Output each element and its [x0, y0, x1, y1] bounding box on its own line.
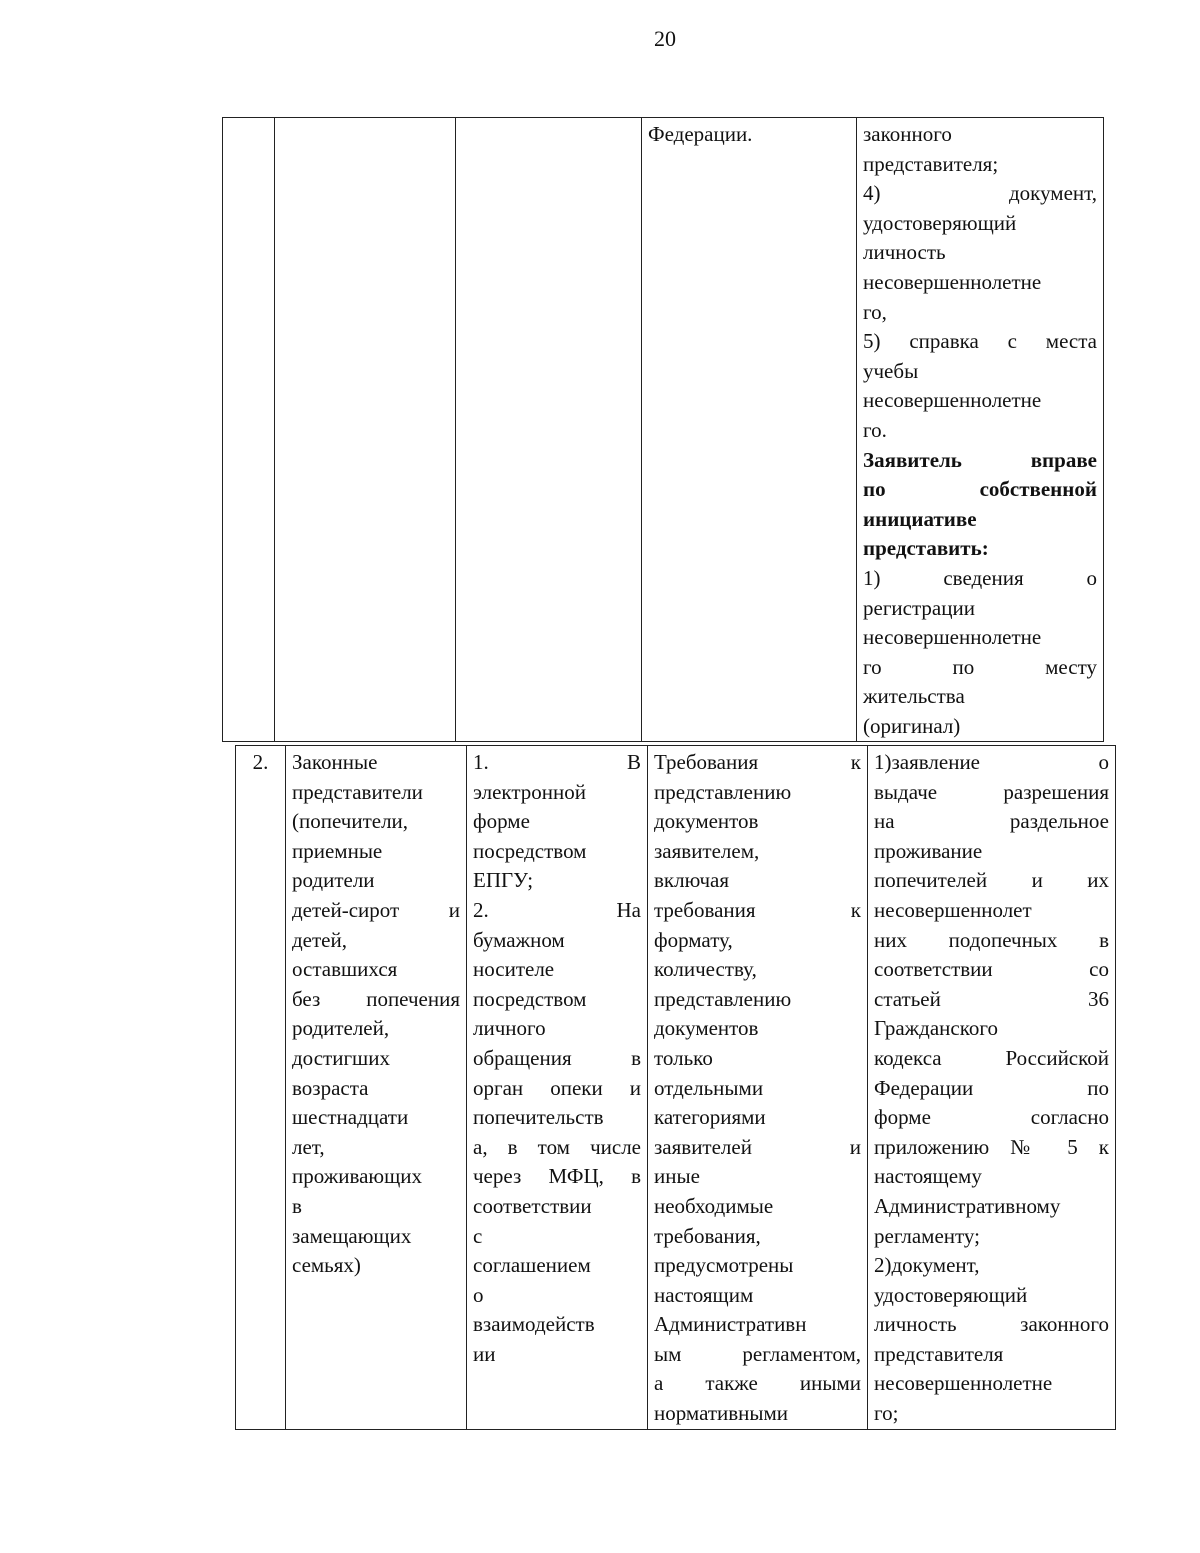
table-row-2 — [235, 745, 1116, 1430]
text-line: шестнадцати — [292, 1105, 409, 1130]
text-line: возраста — [292, 1075, 369, 1100]
table-continued-part — [222, 117, 1104, 742]
text-line: несовершеннолет — [874, 897, 1032, 922]
text-line: приемные — [292, 838, 383, 863]
table-row — [223, 118, 1104, 742]
text-line: детей-сирот и — [292, 897, 460, 922]
cell-requirements — [648, 746, 868, 1430]
text-line: удостоверяющий — [874, 1282, 1028, 1307]
text-line: соответствии — [473, 1193, 592, 1218]
cell-documents — [857, 118, 1104, 742]
text-line: соглашением — [473, 1253, 591, 1278]
text-line: них подопечных в — [874, 927, 1109, 952]
text-line: законного — [863, 122, 952, 146]
documents-text — [874, 748, 1109, 1429]
text-line: с — [473, 1223, 483, 1248]
text-line: достигших — [292, 1045, 390, 1070]
text-line: носителе — [473, 957, 555, 982]
text-line: представить: — [863, 536, 989, 561]
text-line: обращения в — [473, 1045, 641, 1070]
text-line: требования к — [654, 897, 861, 922]
text-line: категориями — [654, 1105, 766, 1130]
text-line: представители — [292, 779, 423, 804]
text-line: необходимые — [654, 1193, 774, 1218]
text-line: инициативе — [863, 506, 977, 531]
text-line: посредством — [473, 986, 587, 1011]
text-line: ЕПГУ; — [473, 868, 534, 893]
text-line: жительства — [863, 684, 965, 709]
text-line: количеству, — [654, 957, 757, 982]
text-line: 1)заявление о — [874, 750, 1109, 774]
text-line: документов — [654, 809, 759, 834]
text-line: (попечители, — [292, 809, 409, 834]
text-line: го; — [874, 1401, 899, 1426]
text-line: через МФЦ, в — [473, 1164, 641, 1189]
text-line: документов — [654, 1016, 759, 1041]
text-line: ии — [473, 1341, 496, 1366]
cell-number — [223, 118, 275, 742]
text-line: 4) документ, — [863, 181, 1097, 206]
text-line: заявителей и — [654, 1134, 861, 1159]
text-line: Гражданского — [874, 1016, 998, 1041]
text-line: представителя — [874, 1341, 1004, 1366]
text-line: 1) сведения о — [863, 565, 1097, 590]
text-line: попечителей и их — [874, 868, 1109, 893]
text-line: Законные — [292, 750, 378, 774]
documents-list — [863, 120, 1097, 741]
text-line: 2. На — [473, 897, 641, 922]
text-line: Заявитель вправе — [863, 447, 1097, 472]
text-line: несовершеннолетне — [863, 269, 1042, 294]
text-line: учебы — [863, 358, 919, 383]
text-line: несовершеннолетне — [863, 388, 1042, 413]
text-line: го, — [863, 299, 887, 324]
text-line: семьях) — [292, 1253, 361, 1278]
text-line: настоящему — [874, 1164, 982, 1189]
text-line: а также иными — [654, 1371, 861, 1396]
text-line: 1. В — [473, 750, 641, 774]
text-line: родители — [292, 868, 375, 893]
text-line: приложению № 5 к — [874, 1134, 1109, 1159]
text-line: го. — [863, 417, 887, 442]
text-line: на раздельное — [874, 809, 1109, 834]
text-line: электронной — [473, 779, 587, 804]
text-line: личность — [863, 240, 946, 265]
text-line: без попечения — [292, 986, 460, 1011]
text-line: заявителем, — [654, 838, 760, 863]
text-line: нормативными — [654, 1401, 789, 1426]
text-line: Административному — [874, 1193, 1061, 1218]
text-line: взаимодейств — [473, 1312, 595, 1337]
text-line: требования, — [654, 1223, 761, 1248]
text-line: замещающих — [292, 1223, 412, 1248]
text-line: 2)документ, — [874, 1253, 980, 1278]
text-line: орган опеки и — [473, 1075, 641, 1100]
table-row — [236, 746, 1116, 1430]
text-line: по собственной — [863, 477, 1097, 502]
text-line: регистрации — [863, 595, 975, 620]
cell-method — [467, 746, 648, 1430]
text-line: 5) справка с места — [863, 329, 1097, 354]
text-line: (оригинал) — [863, 713, 961, 738]
text-line: детей, — [292, 927, 347, 952]
text-line: представителя; — [863, 151, 999, 176]
text-line: несовершеннолетне — [863, 625, 1042, 650]
text-line: личного — [473, 1016, 546, 1041]
text-line: личность законного — [874, 1312, 1109, 1337]
text-line: Административн — [654, 1312, 807, 1337]
text-line: го по месту — [863, 654, 1097, 679]
text-line: соответствии со — [874, 957, 1109, 982]
text-line: отдельными — [654, 1075, 764, 1100]
text-line: ым регламентом, — [654, 1341, 861, 1366]
method-text — [473, 748, 641, 1369]
text-line: бумажном — [473, 927, 565, 952]
cell-documents — [868, 746, 1116, 1430]
text-line: статьей 36 — [874, 986, 1109, 1011]
cell-requirements: Федерации. — [642, 118, 857, 742]
page-number: 20 — [654, 26, 676, 51]
text-line: проживающих — [292, 1164, 423, 1189]
text-line: формату, — [654, 927, 733, 952]
text-line: удостоверяющий — [863, 210, 1017, 235]
text-line: Требования к — [654, 750, 861, 774]
text-line: форме — [473, 809, 530, 834]
text-line: предусмотрены — [654, 1253, 794, 1278]
text-line: попечительств — [473, 1105, 604, 1130]
cell-applicant — [275, 118, 456, 742]
cell-applicant — [286, 746, 467, 1430]
text-line: Федерации по — [874, 1075, 1109, 1100]
text-line: посредством — [473, 838, 587, 863]
applicant-text — [292, 748, 460, 1281]
text-line: представлению — [654, 779, 792, 804]
text-line: только — [654, 1045, 713, 1070]
text-line: проживание — [874, 838, 983, 863]
text-line: лет, — [292, 1134, 325, 1159]
text-line: о — [473, 1282, 484, 1307]
text-line: выдаче разрешения — [874, 779, 1109, 804]
requirements-text — [654, 748, 861, 1429]
text-line: несовершеннолетне — [874, 1371, 1053, 1396]
text-line: регламенту; — [874, 1223, 980, 1248]
text-line: родителей, — [292, 1016, 390, 1041]
text-line: настоящим — [654, 1282, 754, 1307]
text-line: включая — [654, 868, 730, 893]
text-line: кодекса Российской — [874, 1045, 1109, 1070]
text-line: оставшихся — [292, 957, 398, 982]
cell-number: 2. — [236, 746, 286, 1430]
text-line: форме согласно — [874, 1105, 1109, 1130]
text-line: иные — [654, 1164, 700, 1189]
text-line: в — [292, 1193, 302, 1218]
text-line: а, в том числе — [473, 1134, 641, 1159]
cell-method — [456, 118, 642, 742]
text-line: представлению — [654, 986, 792, 1011]
